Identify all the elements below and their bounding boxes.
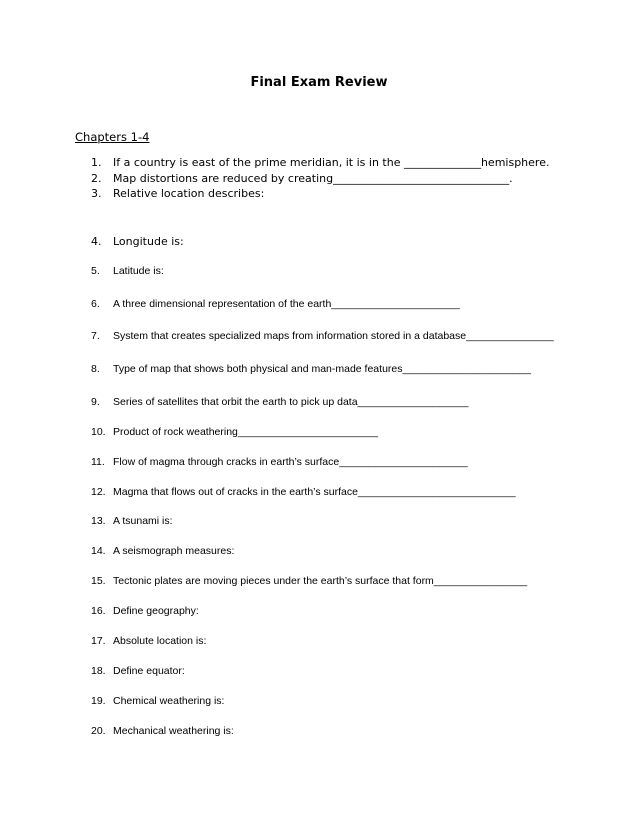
question-text: A seismograph measures:	[113, 545, 235, 557]
question-text: Latitude is:	[113, 265, 164, 277]
question-text: Longitude is:	[113, 235, 184, 248]
question-3	[91, 186, 264, 202]
question-text: Product of rock weathering________________________	[113, 426, 379, 438]
question-8	[91, 361, 531, 377]
question-number: 13.	[91, 515, 106, 527]
question-number: 14.	[91, 545, 106, 557]
question-13	[91, 513, 173, 529]
question-10	[91, 424, 378, 440]
question-9	[91, 394, 469, 410]
question-text: Tectonic plates are moving pieces under the earth’s surface that form________________	[113, 575, 528, 587]
page-title: Final Exam Review	[250, 75, 388, 90]
question-5	[91, 263, 164, 279]
question-12	[91, 484, 516, 500]
question-number: 12.	[91, 486, 106, 498]
question-number: 9.	[91, 396, 100, 408]
question-18	[91, 663, 185, 679]
question-number: 20.	[91, 725, 106, 737]
question-16	[91, 603, 199, 619]
question-number: 8.	[91, 363, 100, 375]
question-7	[91, 328, 554, 344]
question-text: If a country is east of the prime meridian, it is in the ______________hemisphere.	[113, 156, 550, 169]
question-text: Relative location describes:	[113, 187, 265, 200]
question-number: 17.	[91, 635, 106, 647]
question-11	[91, 454, 468, 470]
question-text: Magma that flows out of cracks in the earth’s surface___________________________	[113, 486, 516, 498]
question-text: Map distortions are reduced by creating________________________________.	[113, 172, 513, 185]
question-2	[91, 171, 513, 187]
question-text: Define equator:	[113, 665, 185, 677]
question-text: Series of satellites that orbit the earth to pick up data___________________	[113, 396, 469, 408]
question-text: Flow of magma through cracks in earth’s surface______________________	[113, 456, 468, 468]
question-number: 4.	[91, 235, 102, 248]
question-14	[91, 543, 234, 559]
question-number: 19.	[91, 695, 106, 707]
question-20	[91, 723, 234, 739]
section-heading: Chapters 1-4	[75, 130, 150, 144]
question-text: A tsunami is:	[113, 515, 173, 527]
question-text: A three dimensional representation of the earth______________________	[113, 298, 460, 310]
question-15	[91, 573, 527, 589]
question-17	[91, 633, 206, 649]
question-4	[91, 234, 184, 250]
question-text: System that creates specialized maps from information stored in a database_______________	[113, 330, 554, 342]
question-number: 1.	[91, 156, 102, 169]
question-number: 16.	[91, 605, 106, 617]
question-text: Absolute location is:	[113, 635, 207, 647]
question-19	[91, 693, 224, 709]
question-number: 2.	[91, 172, 102, 185]
question-number: 18.	[91, 665, 106, 677]
question-6	[91, 296, 460, 312]
question-text: Define geography:	[113, 605, 199, 617]
question-text: Mechanical weathering is:	[113, 725, 234, 737]
question-number: 7.	[91, 330, 100, 342]
question-number: 11.	[91, 456, 105, 468]
question-number: 5.	[91, 265, 100, 277]
question-text: Chemical weathering is:	[113, 695, 225, 707]
question-number: 3.	[91, 187, 102, 200]
question-number: 15.	[91, 575, 106, 587]
question-number: 10.	[91, 426, 106, 438]
question-1	[91, 155, 549, 171]
question-text: Type of map that shows both physical and man-made features______________________	[113, 363, 531, 375]
question-number: 6.	[91, 298, 100, 310]
